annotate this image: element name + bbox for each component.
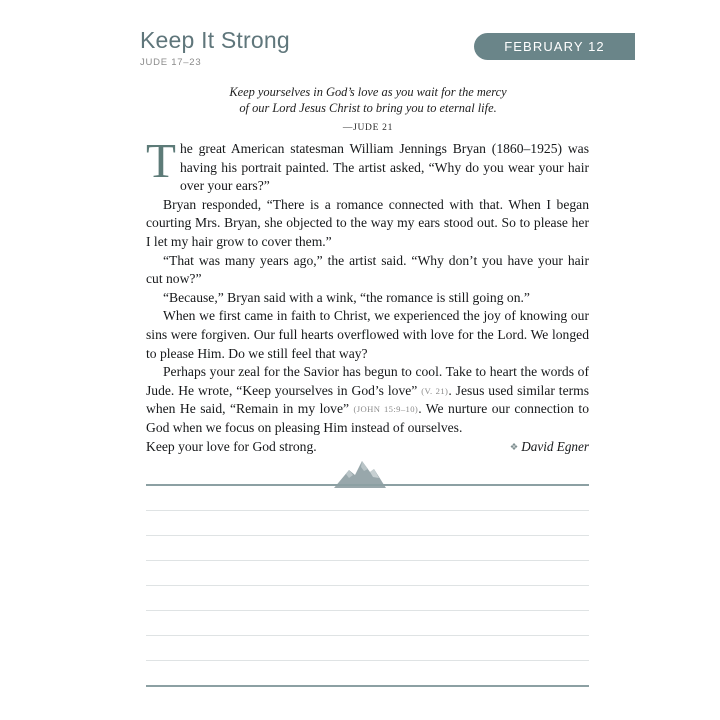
- closing-row: [146, 438, 589, 457]
- page-title: Keep It Strong: [140, 27, 290, 53]
- title-block: [140, 28, 290, 68]
- body-paragraph-2: Bryan responded, “There is a romance connected with that. When I began courting Mrs. Bryan, she objected to the way my ears stood out. So to please her I let my hair grow to cover them.”: [146, 196, 589, 249]
- note-rule: [146, 610, 589, 611]
- devotional-body: [146, 133, 590, 457]
- inline-scripture-ref-2: (JOHN 15:9–10): [353, 404, 419, 415]
- epigraph-line-1: Keep yourselves in God’s love as you wait for the mercy: [229, 85, 507, 99]
- note-rule-bottom: [146, 685, 589, 687]
- body-paragraph-6-part-2: . Jesus used similar terms when He said, “Remain in my love”: [146, 382, 590, 417]
- date-badge: [474, 33, 635, 60]
- note-rule: [146, 635, 589, 636]
- drop-cap: T: [146, 133, 176, 188]
- closing-line: Keep your love for God strong.: [146, 438, 317, 454]
- epigraph-source: —JUDE 21: [342, 123, 394, 133]
- scripture-reference: JUDE 17–23: [140, 57, 202, 69]
- body-paragraph-3: “That was many years ago,” the artist said. “Why don’t you have your hair cut now?”: [146, 252, 589, 287]
- note-rule: [146, 560, 589, 561]
- page-header: [0, 0, 720, 78]
- note-rule-top: [146, 484, 589, 486]
- note-lines: [146, 484, 589, 687]
- body-paragraph-1-text: he great American statesman William Jennings Bryan (1860–1925) was having his portrait painted. The artist asked, “Why do you wear your hair over your ears?”: [179, 141, 589, 194]
- date-badge-label: FEBRUARY 12: [504, 39, 605, 54]
- epigraph: [146, 84, 590, 133]
- body-paragraph-6: [146, 363, 589, 437]
- body-paragraph-4: “Because,” Bryan said with a wink, “the romance is still going on.”: [163, 289, 530, 305]
- author-byline: [510, 438, 589, 458]
- author-name: David Egner: [521, 438, 589, 454]
- body-paragraph-6-part-3: . We nurture our connection to God when we focus on pleasing Him instead of ourselves.: [146, 401, 590, 435]
- note-rule: [146, 510, 589, 511]
- note-rule: [146, 585, 589, 586]
- inline-scripture-ref-1: (V. 21): [421, 385, 449, 396]
- note-rule: [146, 660, 589, 661]
- note-rule: [146, 535, 589, 536]
- epigraph-line-2: of our Lord Jesus Christ to bring you to eternal life.: [239, 101, 497, 115]
- diamond-ornament-icon: ❖: [509, 442, 519, 453]
- body-paragraph-1: [146, 133, 589, 196]
- body-paragraph-6-part-1: Perhaps your zeal for the Savior has begun to cool. Take to heart the words of Jude. He wrote, “Keep yourselves in God’s love”: [146, 364, 589, 398]
- body-paragraph-5: When we first came in faith to Christ, we experienced the joy of knowing our sins were forgiven. Our full hearts overflowed with love for the Lord. We longed to please Him. Do we still feel that way?: [146, 308, 589, 361]
